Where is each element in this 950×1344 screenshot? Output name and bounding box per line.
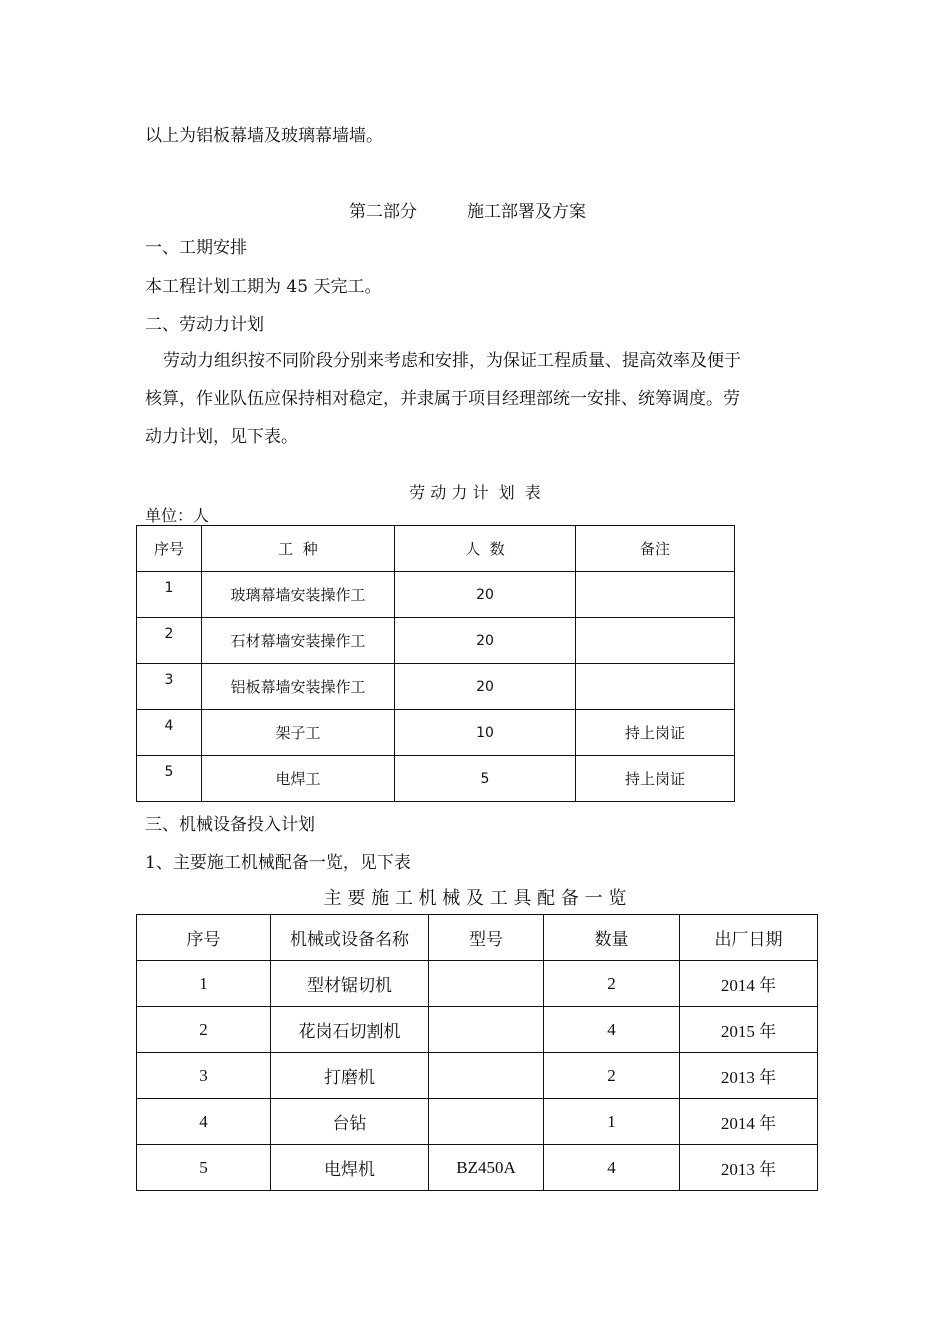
labor-para-line: 劳动力组织按不同阶段分别来考虑和安排，为保证工程质量、提高效率及便于 (163, 351, 741, 371)
quantity-cell: 2 (544, 961, 680, 1007)
date-cell: 2014 年 (680, 961, 818, 1007)
quantity-cell: 2 (544, 1053, 680, 1099)
table-row (137, 1053, 818, 1099)
trade-cell: 电焊工 (202, 756, 395, 802)
trade-cell: 玻璃幕墙安装操作工 (202, 572, 395, 618)
count-cell: 5 (395, 756, 576, 802)
schedule-body: 本工程计划工期为 45 天完工。 (145, 277, 382, 297)
trade-cell: 铝板幕墙安装操作工 (202, 664, 395, 710)
labor-heading: 二、劳动力计划 (145, 315, 264, 335)
trade-cell: 架子工 (202, 710, 395, 756)
date-cell: 2014 年 (680, 1099, 818, 1145)
table-row (137, 618, 735, 664)
header-cell: 人 数 (395, 526, 576, 572)
header-cell: 数量 (544, 915, 680, 961)
model-cell (429, 1053, 544, 1099)
labor-table-title: 劳 动 力 计 划 表 (409, 483, 541, 502)
header-cell: 工 种 (202, 526, 395, 572)
table-row (137, 710, 735, 756)
labor-table (136, 525, 735, 802)
labor-para-line: 动力计划，见下表。 (145, 427, 298, 447)
table-row (137, 1099, 818, 1145)
model-cell (429, 1007, 544, 1053)
note-cell: 持上岗证 (576, 756, 735, 802)
row-index: 1 (137, 961, 271, 1007)
model-cell (429, 961, 544, 1007)
machine-table-title: 主 要 施 工 机 械 及 工 具 配 备 一 览 (323, 888, 627, 909)
part-title: 施工部署及方案 (467, 202, 586, 222)
machine-name-cell: 台钻 (271, 1099, 429, 1145)
count-cell: 10 (395, 710, 576, 756)
header-cell: 序号 (137, 526, 202, 572)
machinery-heading: 三、机械设备投入计划 (145, 815, 315, 835)
machine-name-cell: 型材锯切机 (271, 961, 429, 1007)
header-cell: 序号 (137, 915, 271, 961)
quantity-cell: 1 (544, 1099, 680, 1145)
part-number: 第二部分 (349, 202, 417, 222)
table-row (137, 756, 735, 802)
table-row (137, 664, 735, 710)
row-index: 5 (137, 756, 202, 802)
count-cell: 20 (395, 572, 576, 618)
row-index: 2 (137, 618, 202, 664)
date-cell: 2013 年 (680, 1145, 818, 1191)
note-cell (576, 664, 735, 710)
labor-para-line: 核算，作业队伍应保持相对稳定，并隶属于项目经理部统一安排、统筹调度。劳 (145, 389, 740, 409)
table-row (137, 1145, 818, 1191)
row-index: 1 (137, 572, 202, 618)
row-index: 3 (137, 664, 202, 710)
model-cell: BZ450A (429, 1145, 544, 1191)
machine-name-cell: 打磨机 (271, 1053, 429, 1099)
labor-table-unit: 单位：人 (145, 506, 210, 525)
trade-cell: 石材幕墙安装操作工 (202, 618, 395, 664)
quantity-cell: 4 (544, 1145, 680, 1191)
note-cell (576, 572, 735, 618)
table-row (137, 572, 735, 618)
row-index: 5 (137, 1145, 271, 1191)
machine-table-header-row (137, 915, 818, 961)
labor-table-header-row (137, 526, 735, 572)
note-cell (576, 618, 735, 664)
row-index: 4 (137, 710, 202, 756)
row-index: 4 (137, 1099, 271, 1145)
machine-name-cell: 花岗石切割机 (271, 1007, 429, 1053)
header-cell: 型号 (429, 915, 544, 961)
machine-table (136, 914, 818, 1191)
date-cell: 2013 年 (680, 1053, 818, 1099)
table-row (137, 1007, 818, 1053)
machine-name-cell: 电焊机 (271, 1145, 429, 1191)
header-cell: 出厂日期 (680, 915, 818, 961)
count-cell: 20 (395, 618, 576, 664)
table-row (137, 961, 818, 1007)
row-index: 2 (137, 1007, 271, 1053)
count-cell: 20 (395, 664, 576, 710)
machinery-subheading: 1、主要施工机械配备一览，见下表 (145, 853, 411, 873)
model-cell (429, 1099, 544, 1145)
header-cell: 机械或设备名称 (271, 915, 429, 961)
date-cell: 2015 年 (680, 1007, 818, 1053)
schedule-heading: 一、工期安排 (145, 238, 247, 258)
row-index: 3 (137, 1053, 271, 1099)
quantity-cell: 4 (544, 1007, 680, 1053)
note-cell: 持上岗证 (576, 710, 735, 756)
intro-line: 以上为铝板幕墙及玻璃幕墙墙。 (145, 126, 383, 146)
header-cell: 备注 (576, 526, 735, 572)
